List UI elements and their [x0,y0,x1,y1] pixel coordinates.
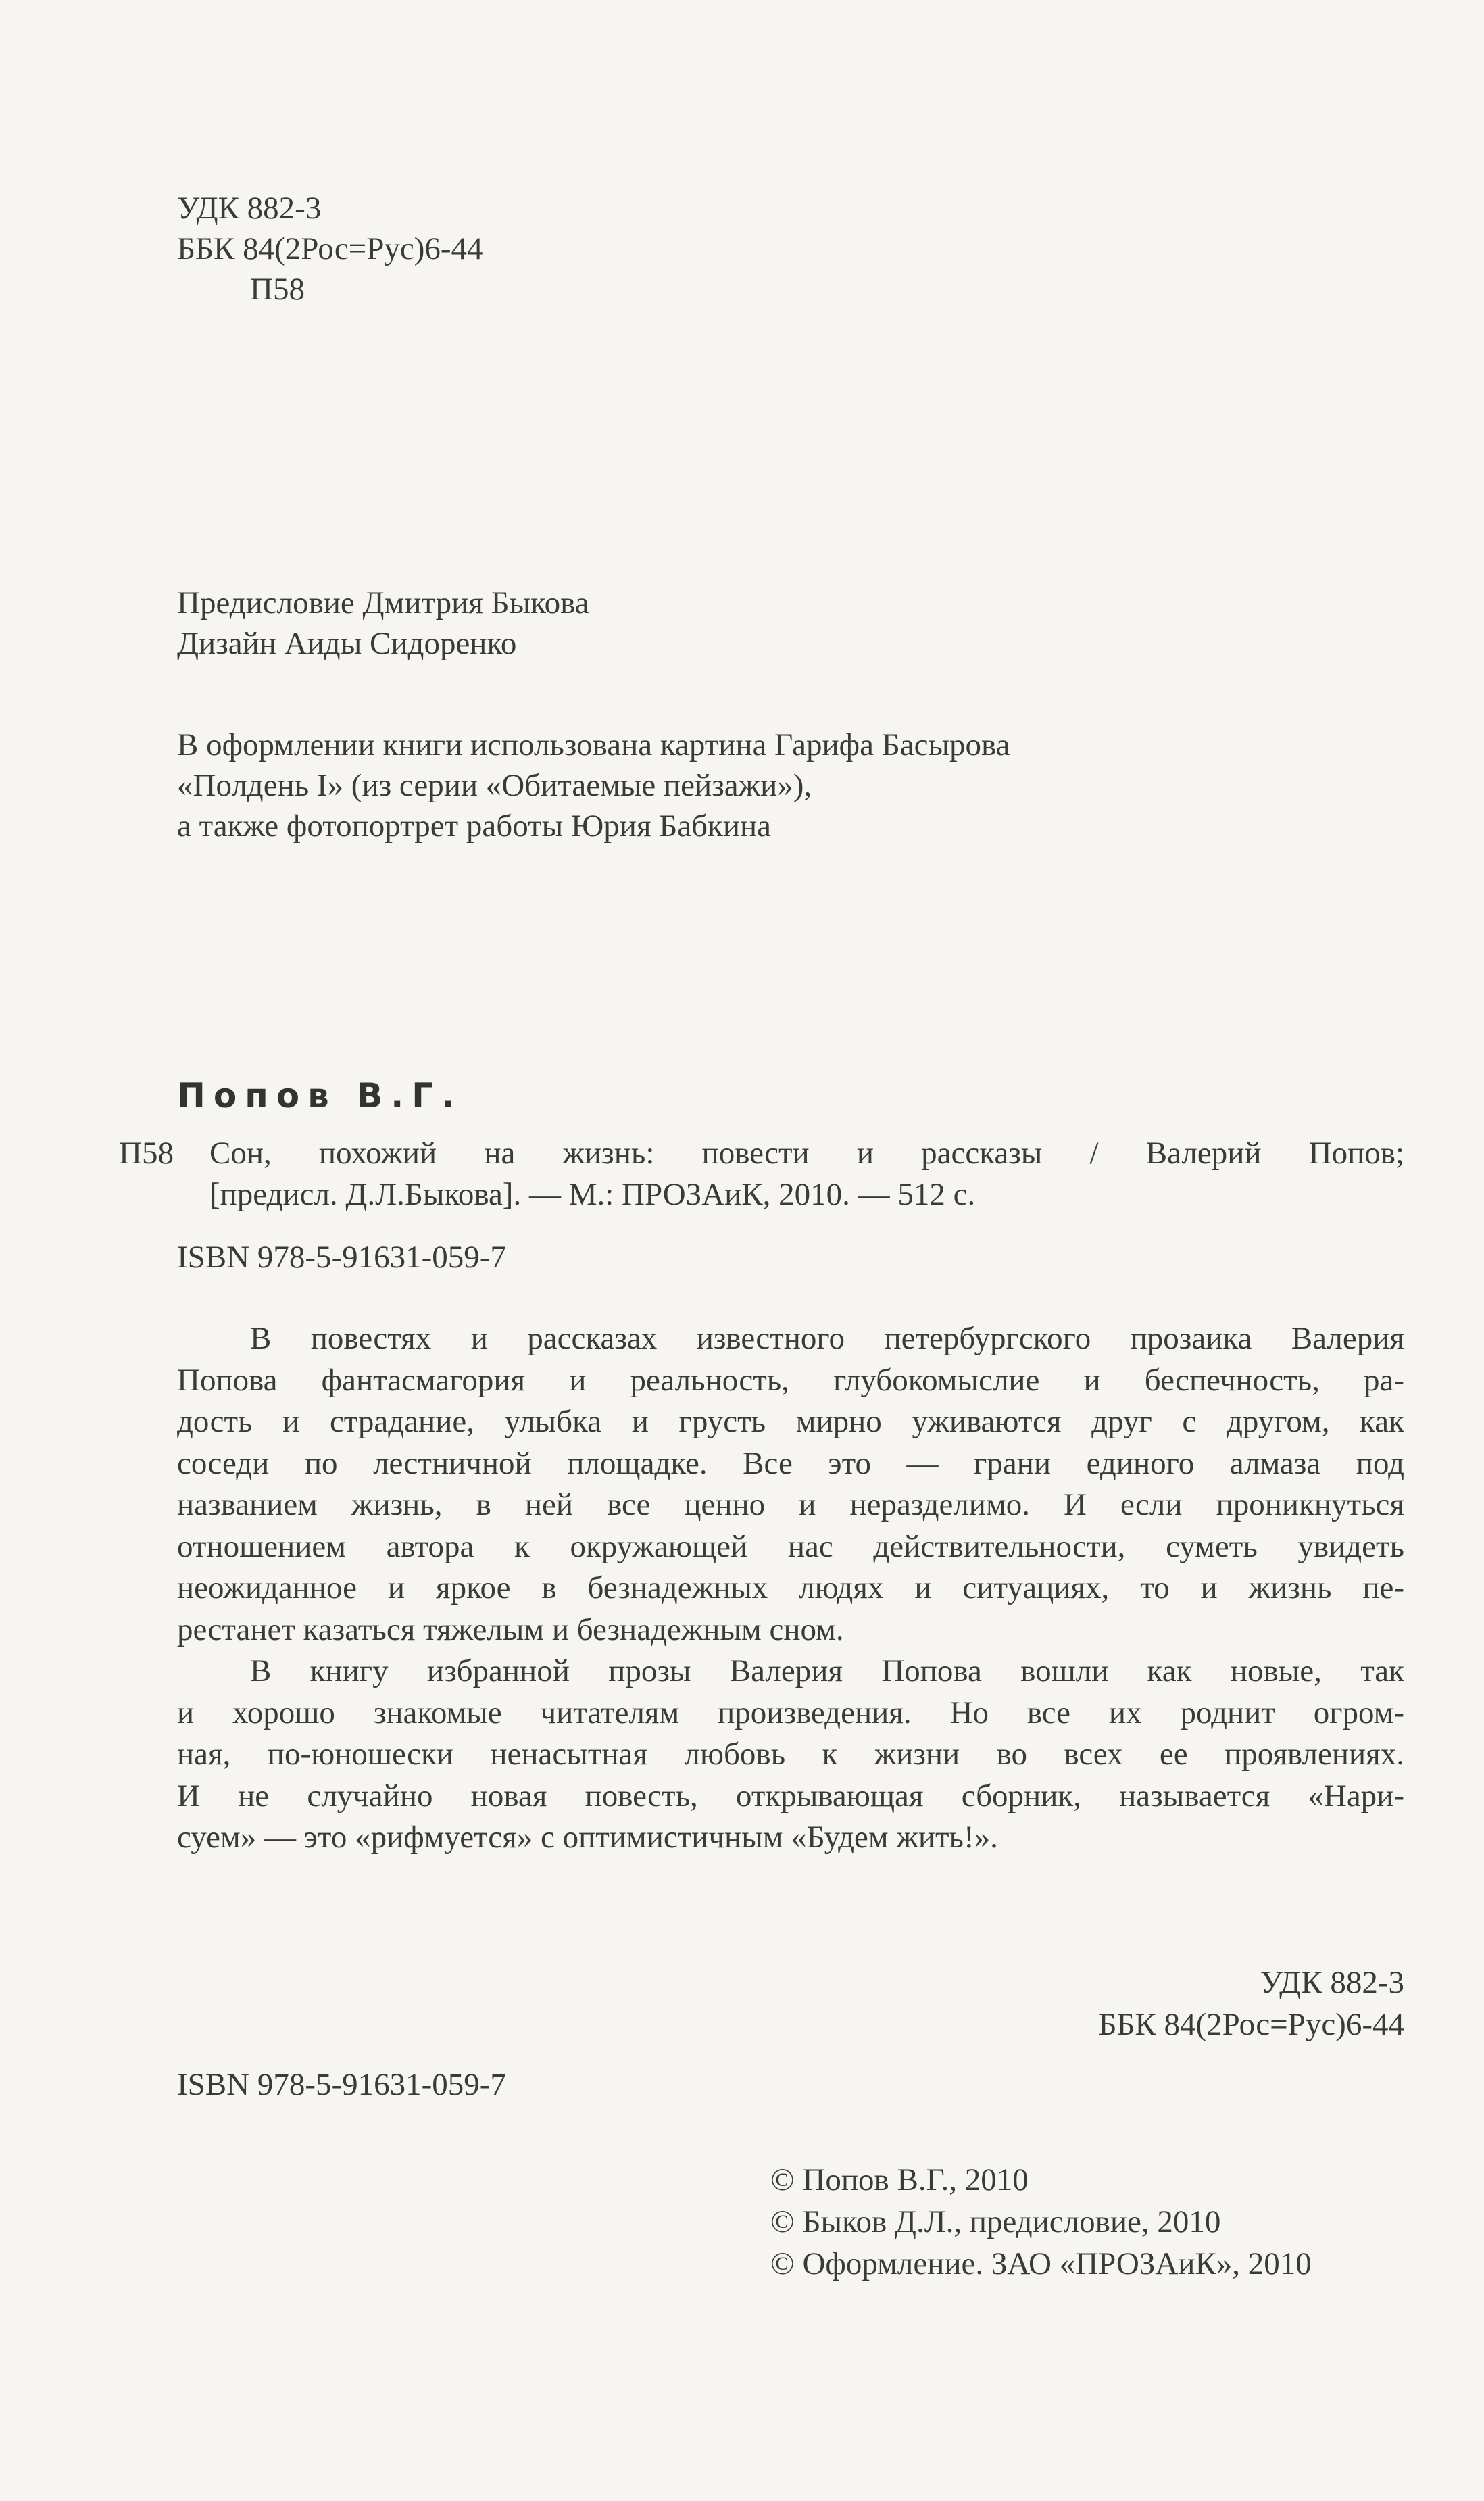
copyright-notices [770,2159,1312,2285]
annotation-paragraph-2 [177,1651,1404,1859]
bottom-classification [676,1962,1404,2045]
annotation-line: ная, по-юношески ненасытная любовь к жизни во всех ее проявлениях. [177,1737,1404,1772]
catalog-mark: П58 [119,1136,174,1171]
illustration-line: «Полдень I» (из серии «Обитаемые пейзажи»), [177,768,812,803]
catalog-entry [209,1133,1404,1173]
copyright-line: © Попов В.Г., 2010 [770,2162,1029,2198]
design-credit: Дизайн Аиды Сидоренко [177,626,517,661]
bottom-isbn: ISBN 978-5-91631-059-7 [177,2067,506,2102]
bottom-bbk-code: ББК 84(2Рос=Рус)6-44 [1098,2007,1404,2042]
illustration-note [177,725,1010,846]
copyright-line: © Оформление. ЗАО «ПРОЗАиК», 2010 [770,2246,1312,2281]
copyright-line: © Быков Д.Л., предисловие, 2010 [770,2204,1221,2239]
annotation-line: соседи по лестничной площадке. Все это — грани единого алмаза под [177,1445,1404,1481]
annotation-line: названием жизнь, в ней все ценно и неразделимо. И если проникнуться [177,1487,1404,1522]
illustration-line: а также фотопортрет работы Юрия Бабкина [177,808,772,844]
catalog-entry-line: Сон, похожий на жизнь: повести и рассказы / Валерий Попов; [209,1136,1404,1171]
annotation-line: и хорошо знакомые читателям произведения. Но все их роднит огром- [177,1695,1404,1730]
annotation-line: рестанет казаться тяжелым и безнадежным сном. [177,1611,844,1647]
bottom-udk-code: УДК 882-3 [1260,1965,1404,2000]
bbk-code: ББК 84(2Рос=Рус)6-44 [177,231,483,266]
foreword-credit: Предисловие Дмитрия Быкова [177,585,589,621]
catalog-author-heading: Попов В.Г. [177,1076,463,1115]
annotation-line: В повестях и рассказах известного петербургского прозаика Валерия [250,1321,1404,1356]
illustration-line: В оформлении книги использована картина Гарифа Басырова [177,727,1010,762]
annotation-line: В книгу избранной прозы Валерия Попова вошли как новые, так [250,1653,1404,1689]
author-mark: П58 [250,272,305,307]
credits [177,583,589,664]
annotation-line: дость и страдание, улыбка и грусть мирно уживаются друг с другом, как [177,1404,1404,1439]
annotation-paragraph-1 [177,1318,1404,1651]
annotation-line: И не случайно новая повесть, открывающая сборник, называется «Нари- [177,1778,1404,1814]
catalog-isbn: ISBN 978-5-91631-059-7 [177,1240,506,1275]
annotation-line: отношением автора к окружающей нас действительности, суметь увидеть [177,1528,1404,1564]
udk-code: УДК 882-3 [177,191,322,226]
catalog-entry-line: [предисл. Д.Л.Быкова]. — М.: ПРОЗАиК, 2010. — 512 с. [209,1177,976,1212]
annotation-line: Попова фантасмагория и реальность, глубокомыслие и беспечность, ра- [177,1362,1404,1398]
annotation-line: неожиданное и яркое в безнадежных людях и ситуациях, то и жизнь пе- [177,1570,1404,1605]
annotation-line: суем» — это «рифмуется» с оптимистичным «Будем жить!». [177,1820,998,1855]
top-classification [177,188,483,310]
